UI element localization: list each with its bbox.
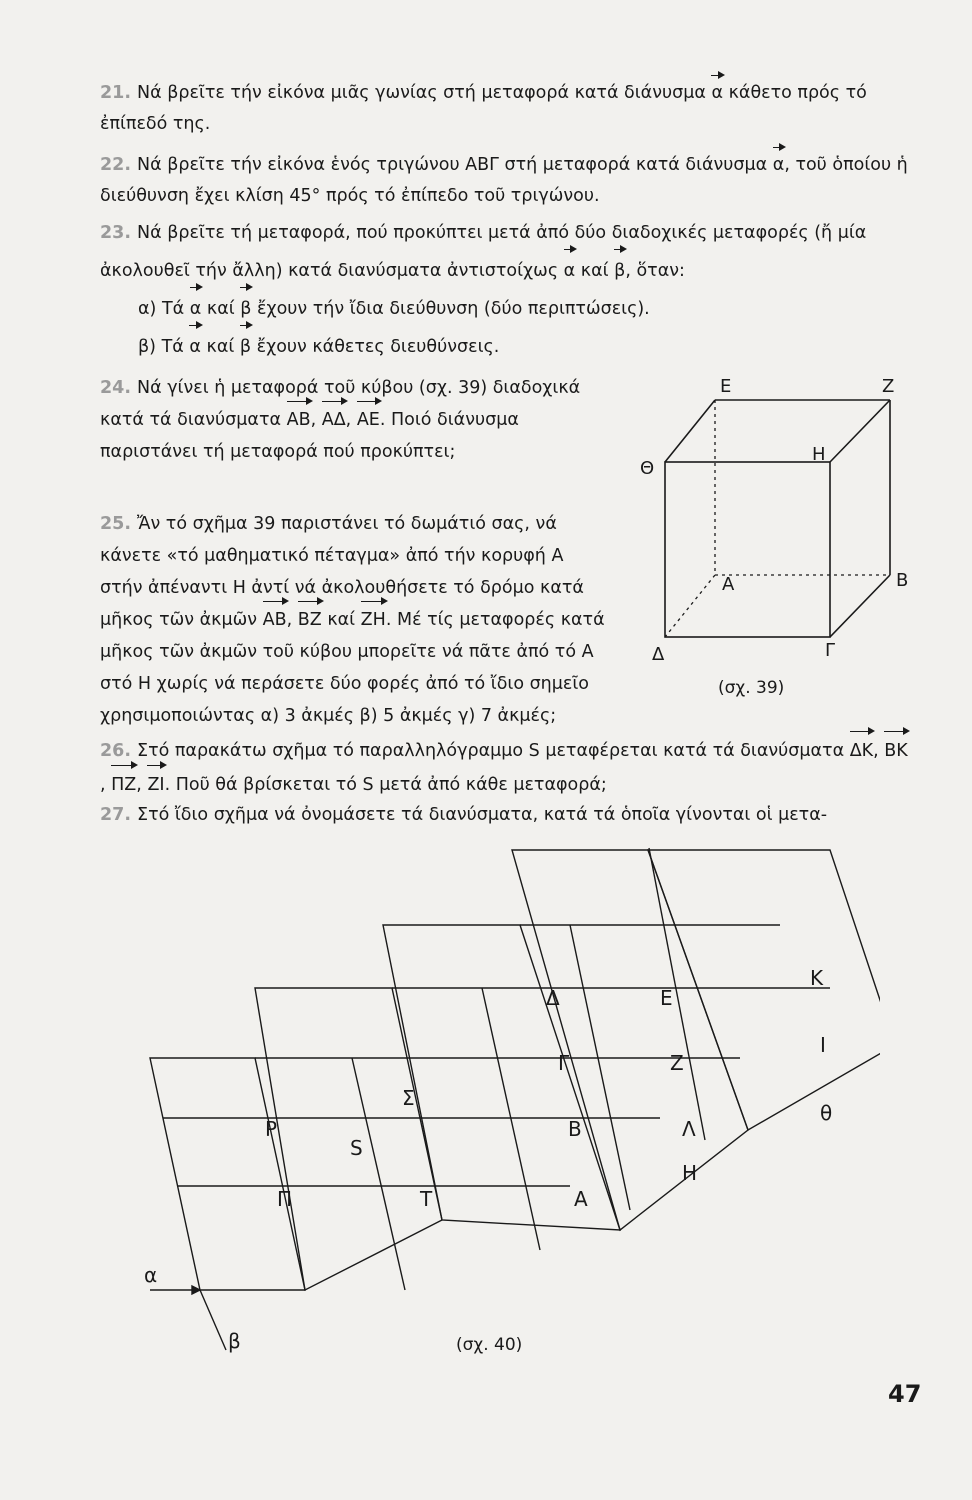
exercise-text: Στό παρακάτω σχῆμα τό παραλληλόγραμμο S μεταφέρεται κατά τά διανύσματα [137,741,845,761]
cube-edge [830,575,890,637]
page-number: 47 [888,1380,922,1408]
vertex-label: Ζ [882,376,895,397]
vector-b-arrow [200,1290,226,1350]
vector-a: α [564,252,576,290]
vector-zh: ΖΗ [361,604,386,636]
vector-a: α [189,328,201,366]
exercise-text: Νά βρεῖτε τή μεταφορά, πού προκύπτει μετά ἀπό δύο διαδοχικές μεταφορές (ἤ μία ἀκολουθεῖ τήν ἄλλη) κατά διανύσματα ἀντιστοίχως [100,223,867,281]
parallelogram-outline [512,850,748,1230]
grid-label: S [350,1136,363,1160]
case-text: Τά [161,299,185,319]
grid-label: θ [820,1101,833,1125]
vertex-label: Η [812,444,826,465]
exercise-text: κάθετο πρός τό ἐπίπεδό της. [100,83,867,134]
cube-edge [830,400,890,462]
grid-line [649,848,705,1140]
exercise-text: Νά βρεῖτε τήν εἰκόνα μιᾶς γωνίας στή μεταφορά κατά διάνυσμα [137,83,706,103]
grid-label: Η [682,1161,698,1185]
vertex-label: Θ [640,458,655,479]
grid-label: Κ [810,966,824,990]
exercise-text: Μέ τίς μεταφορές κατά μῆκος τῶν ἀκμῶν τοῦ κύβου μπορεῖτε νά πᾶτε ἀπό τό Α στό Η χωρίς νά περάσετε δύο φορές ἀπό τό ἴδιο σημεῖο χρησιμοποιώντας α) 3 ἀκμές β) 5 ἀκμές γ) 7 ἀκμές; [100,610,605,726]
exercise-number: 23. [100,223,132,243]
exercise-number: 21. [100,83,132,103]
vector-ad: ΑΔ [322,404,346,436]
exercise-21 [100,78,910,140]
vector-a: α [190,290,202,328]
case-text: καί [206,299,235,319]
grid-label: Λ [682,1117,696,1141]
figure-caption: (σχ. 39) [718,678,785,698]
grid-label: Π [277,1187,293,1211]
grid-label: Ζ [670,1051,684,1075]
exercise-25: 25. Ἄν τό σχῆμα 39 παριστάνει τό δωμάτιό σας, νά κάνετε «τό μαθηματικό πέταγμα» ἀπό τήν κορυφή Α στήν ἀπέναντι Η ἀντί νά ἀκολουθήσετε τό δρόμο κατά μῆκος τῶν ἀκμῶν ΑΒ, ΒΖ καί ΖΗ. Μέ τίς μεταφορές κατά μῆκος τῶν ἀκμῶν τοῦ κύβου μπορεῖτε νά πᾶτε ἀπό τό Α στό Η χωρίς νά περάσετε δύο φορές ἀπό τό ἴδιο σημεῖο χρησιμοποιώντας α) 3 ἀκμές β) 5 ἀκμές γ) 7 ἀκμές; [100,514,605,726]
exercise-text: Στό ἴδιο σχῆμα νά ὀνομάσετε τά διανύσματα, κατά τά ὁποῖα γίνονται οἱ μετα- [137,805,828,825]
grid-label: Α [574,1187,588,1211]
exercise-23 [100,214,910,366]
vector-b: β [240,290,251,328]
exercise-text: Ποιό διάνυσμα παριστάνει τή μεταφορά πού προκύπτει; [100,410,519,462]
exercise-text: Ποῦ θά βρίσκεται τό S μετά ἀπό κάθε μεταφορά; [175,775,607,795]
exercise-text: , τοῦ ὁποίου ἡ διεύθυνση ἔχει κλίση 45° πρός τό ἐπίπεδο τοῦ τριγώνου. [100,155,908,206]
vector-b: β [614,252,625,290]
hidden-edge [665,575,715,637]
figure-caption: (σχ. 40) [456,1335,523,1355]
grid-label: Γ [558,1051,570,1075]
conjunction: καί [327,610,356,630]
exercise-27 [100,800,910,831]
vector-bz: ΒΖ [298,604,322,636]
case-label: α) [138,299,157,319]
cube-edge [665,400,715,462]
vertex-label: Β [896,570,909,591]
case-text: καί [206,337,235,357]
vector-ab: ΑΒ [263,604,287,636]
vector-b: β [240,328,251,366]
exercise-text: Ἄν τό σχῆμα 39 παριστάνει τό δωμάτιό σας, νά κάνετε «τό μαθηματικό πέταγμα» ἀπό τήν κορυφή Α στήν ἀπέναντι Η ἀντί νά ἀκολουθήσετε τό δρόμο κατά μῆκος τῶν ἀκμῶν [100,514,584,630]
vertex-label: Α [722,574,735,595]
exercise-number: 27. [100,805,132,825]
parallelogram-outline [150,1058,305,1290]
grid-line [482,988,540,1250]
exercise-26: 26. Στό παρακάτω σχῆμα τό παραλληλόγραμμο S μεταφέρεται κατά τά διανύσματα ΔΚ, ΒΚ, ΠΖ, ΖΙ. Ποῦ θά βρίσκεται τό S μετά ἀπό κάθε μεταφορά; [100,734,910,802]
case-text: Τά [161,337,184,357]
exercise-number: 24. [100,378,132,398]
vector-dk: ΔΚ [850,734,873,768]
vector-label: α [144,1263,158,1287]
parallelogram-outline [648,850,880,1130]
cube-figure [620,370,920,710]
parallelogram-outline [255,988,442,1290]
vector-a: α [711,78,723,109]
vector-label: β [228,1329,241,1353]
exercise-text: Νά βρεῖτε τήν εἰκόνα ἑνός τριγώνου ΑΒΓ στή μεταφορά κατά διάνυσμα [137,155,768,175]
exercise-text: Νά γίνει ἡ μεταφορά τοῦ κύβου (σχ. 39) διαδοχικά κατά τά διανύσματα [100,378,581,430]
case-text: ἔχουν κάθετες διευθύνσεις. [256,337,500,357]
vector-bk: ΒΚ [884,734,907,768]
cube-front-face [665,462,830,637]
parallelogram-grid-figure [100,830,880,1370]
vector-ab: ΑΒ [287,404,311,436]
exercise-22 [100,150,910,212]
vertex-label: Ε [720,376,732,397]
vector-zi: ΖΙ [147,768,164,802]
grid-label: Τ [420,1187,433,1211]
vector-ae: ΑΕ [357,404,380,436]
grid-line [352,1058,405,1290]
case-text: ἔχουν τήν ἴδια διεύθυνση (δύο περιπτώσεις). [257,299,650,319]
case-label: β) [138,337,156,357]
exercise-number: 22. [100,155,132,175]
exercise-24: 24. Νά γίνει ἡ μεταφορά τοῦ κύβου (σχ. 39) διαδοχικά κατά τά διανύσματα ΑΒ, ΑΔ, ΑΕ. Ποιό διάνυσμα παριστάνει τή μεταφορά πού προκύπτει; [100,378,581,462]
exercise-text: , ὅταν: [625,261,685,281]
grid-label: Δ [546,986,560,1010]
grid-label: Ι [820,1033,826,1057]
grid-label: Σ [402,1086,415,1110]
exercise-number: 26. [100,741,132,761]
vector-a: α [773,150,785,181]
vertex-label: Γ [825,640,836,661]
vertex-label: Δ [652,644,665,665]
grid-label: Ρ [265,1117,278,1141]
grid-label: Β [568,1117,582,1141]
grid-label: Ε [660,986,673,1010]
conjunction: καί [580,261,609,281]
exercise-number: 25. [100,514,132,534]
vector-pz: ΠΖ [111,768,136,802]
